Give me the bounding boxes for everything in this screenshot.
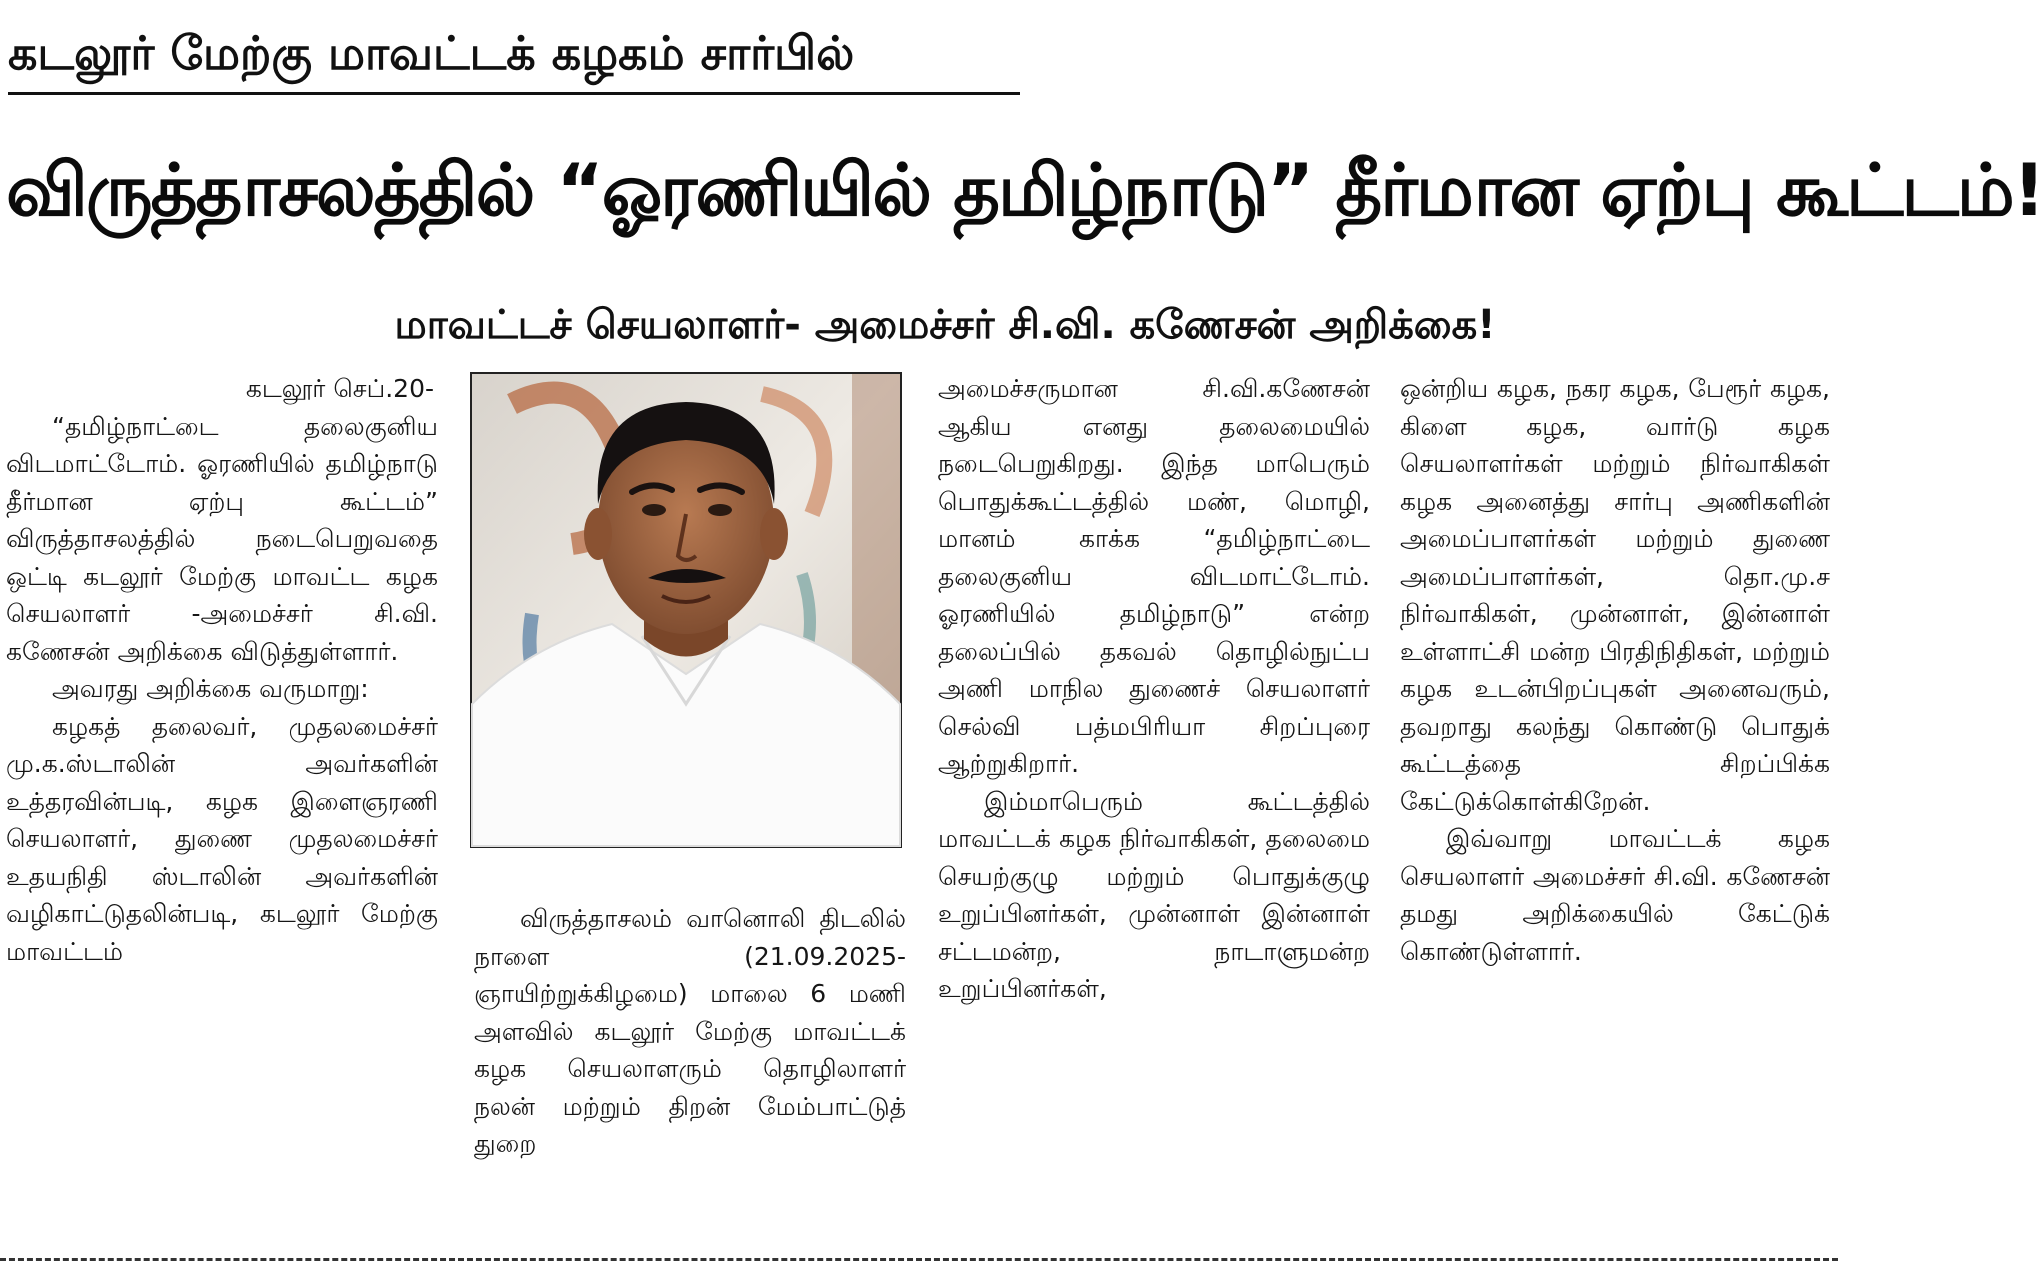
article-column-4 <box>1400 370 1830 1250</box>
body-paragraph: “தமிழ்நாட்டை தலைகுனிய விடமாட்டோம். ஓரணியில் தமிழ்நாடு தீர்மான ஏற்பு கூட்டம்” விருத்தாசலத்தில் நடைபெறுவதை ஒட்டி கடலூர் மேற்கு மாவட்ட கழக செயலாளர் -அமைச்சர் சி.வி. கணேசன் அறிக்கை விடுத்துள்ளார். <box>6 411 438 666</box>
body-paragraph: கழகத் தலைவர், முதலமைச்சர் மு.க.ஸ்டாலின் அவர்களின் உத்தரவின்படி, கழக இளைஞரணி செயலாளர், துணை முதலமைச்சர் உதயநிதி ஸ்டாலின் அவர்களின் வழிகாட்டுதலின்படி, கடலூர் மேற்கு மாவட்டம் <box>6 711 438 966</box>
article-kicker: கடலூர் மேற்கு மாவட்டக் கழகம் சார்பில் <box>8 26 855 80</box>
kicker-underline <box>8 92 1020 95</box>
body-paragraph: விருத்தாசலம் வானொலி திடலில் நாளை (21.09.2025- ஞாயிற்றுக்கிழமை) மாலை 6 மணி அளவில் கடலூர் மேற்கு மாவட்டக் கழக செயலாளரும் தொழிலாளர் நலன் மற்றும் திறன் மேம்பாட்டுத் துறை <box>474 904 906 1158</box>
article-subhead: மாவட்டச் செயலாளர்- அமைச்சர் சி.வி. கணேசன் அறிக்கை! <box>394 302 1496 348</box>
body-paragraph: இம்மாபெரும் கூட்டத்தில் மாவட்டக் கழக நிர்வாகிகள், தலைமை செயற்குழு மற்றும் பொதுக்குழு உறுப்பினர்கள், முன்னாள் இன்னாள் சட்டமன்ற, நாடாளுமன்ற உறுப்பினர்கள், <box>938 786 1370 1003</box>
body-paragraph: அவரது அறிக்கை வருமாறு: <box>52 674 369 703</box>
portrait-photo <box>470 372 902 848</box>
body-paragraph: ஒன்றிய கழக, நகர கழக, பேரூர் கழக, கிளை கழக, வார்டு கழக செயலாளர்கள் மற்றும் நிர்வாகிகள் கழக அனைத்து சார்பு அணிகளின் அமைப்பாளர்கள் மற்றும் துணை அமைப்பாளர்கள், தொ.மு.ச நிர்வாகிகள், முன்னாள், இன்னாள் உள்ளாட்சி மன்ற பிரதிநிதிகள், மற்றும் கழக உடன்பிறப்புகள் அனைவரும், தவறாது கலந்து கொண்டு பொதுக் கூட்டத்தை சிறப்பிக்க கேட்டுக்கொள்கிறேன். <box>1400 374 1830 816</box>
portrait-illustration <box>472 374 900 846</box>
article-column-3 <box>938 370 1370 1250</box>
article-headline: விருத்தாசலத்தில் “ஓரணியில் தமிழ்நாடு” தீர்மான ஏற்பு கூட்டம்! <box>6 148 2044 232</box>
dateline: கடலூர் செப்.20- <box>245 374 434 403</box>
body-paragraph: இவ்வாறு மாவட்டக் கழக செயலாளர் அமைச்சர் சி.வி. கணேசன் தமது அறிக்கையில் கேட்டுக் கொண்டுள்ளார். <box>1400 824 1830 966</box>
article-column-1 <box>6 370 438 1250</box>
body-paragraph: அமைச்சருமான சி.வி.கணேசன் ஆகிய எனது தலைமையில் நடைபெறுகிறது. இந்த மாபெரும் பொதுக்கூட்டத்தில் மண், மொழி, மானம் காக்க “தமிழ்நாட்டை தலைகுனிய விடமாட்டோம். ஓரணியில் தமிழ்நாடு” என்ற தலைப்பில் தகவல் தொழில்நுட்ப அணி மாநில துணைச் செயலாளர் செல்வி பத்மபிரியா சிறப்புரை ஆற்றுகிறார். <box>938 374 1370 778</box>
footer-dashed-rule <box>0 1258 1838 1261</box>
article-column-2 <box>474 900 906 1250</box>
